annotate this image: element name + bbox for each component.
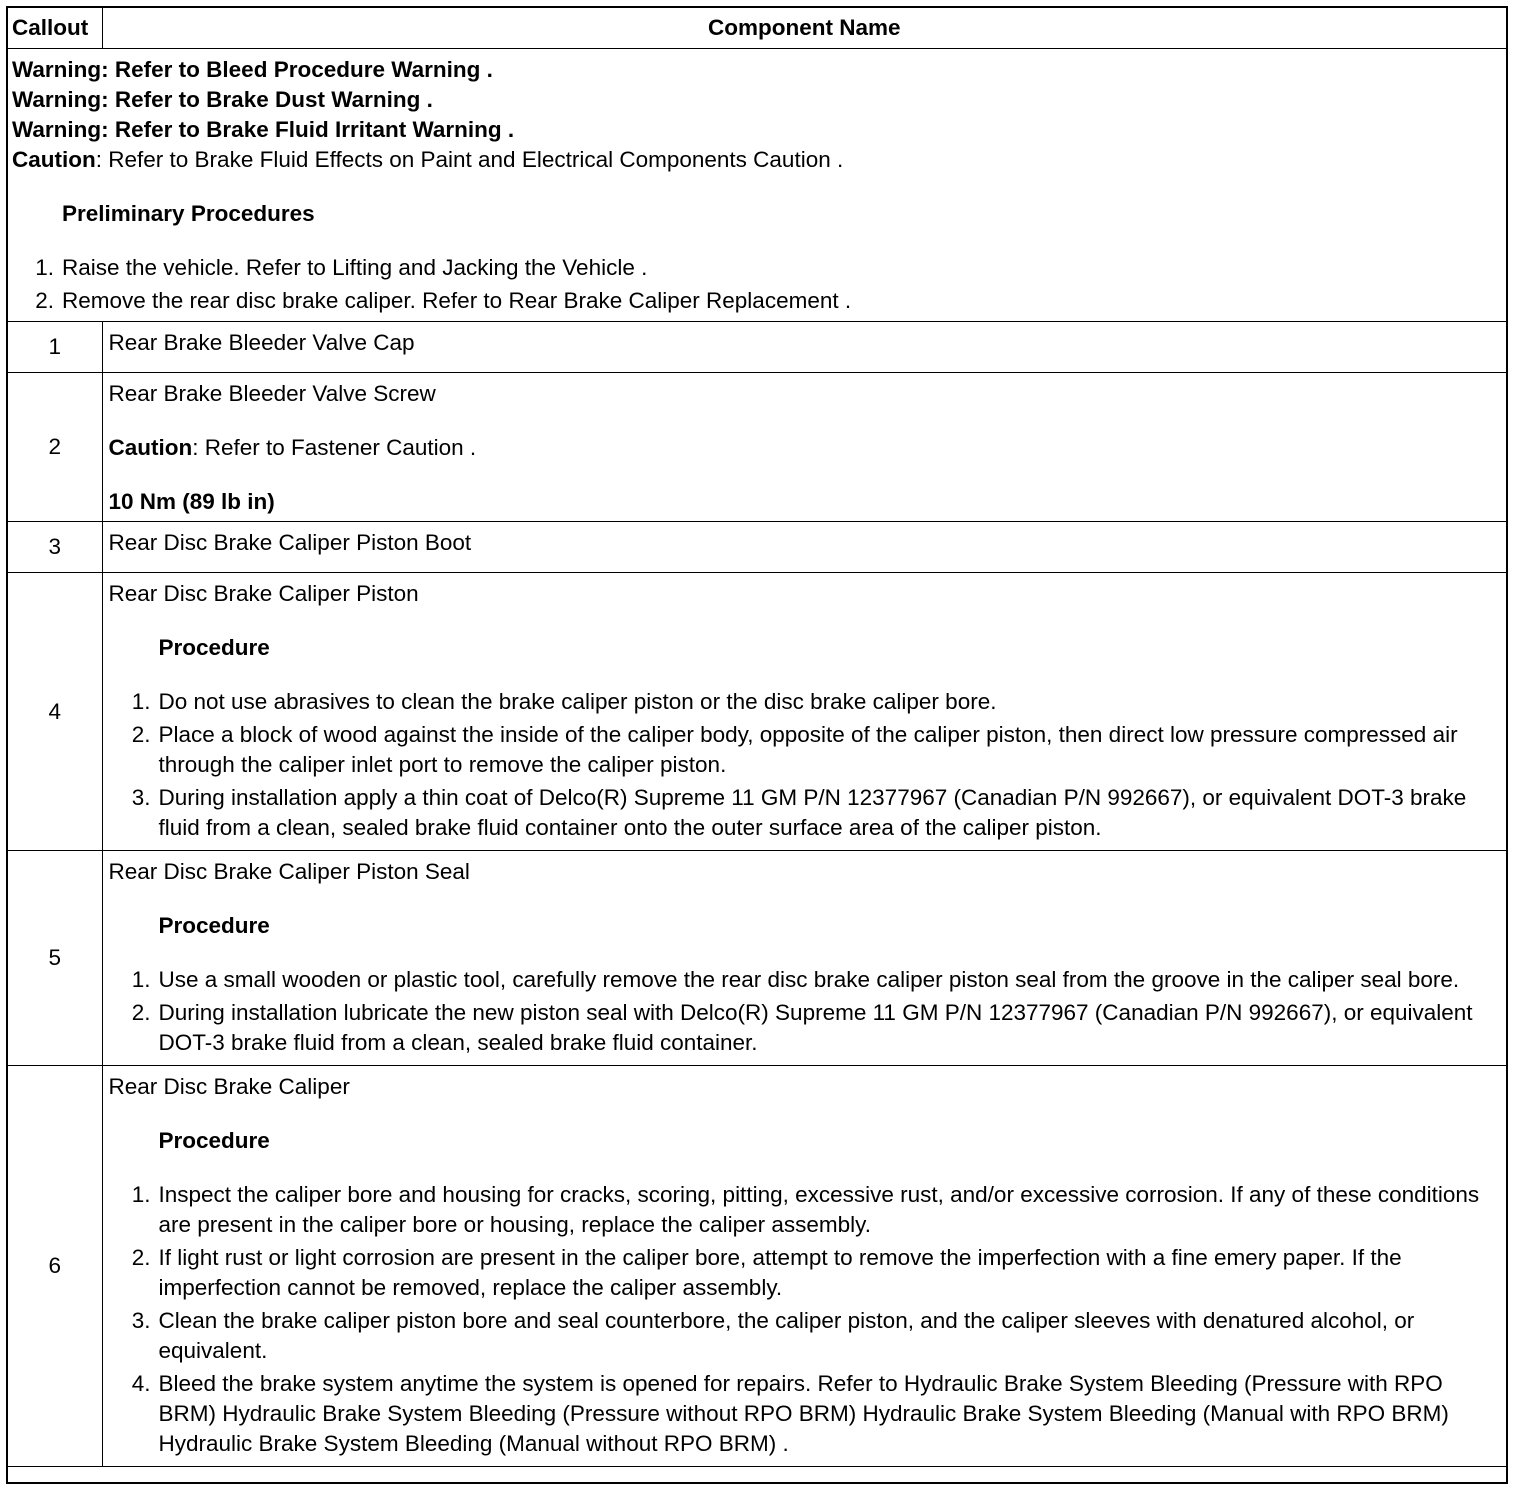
- callout-cell: 3: [8, 522, 102, 573]
- intro-cell: [8, 49, 1506, 322]
- component-column-header: Component Name: [102, 8, 1506, 49]
- warning-line: Warning: Refer to Brake Fluid Irritant Warning .: [12, 117, 515, 142]
- procedure-steps-list: [109, 687, 1503, 843]
- component-cell: Rear Disc Brake Caliper Piston Boot: [102, 522, 1506, 573]
- procedure-title: Procedure: [158, 635, 270, 660]
- warning-line: Warning: Refer to Bleed Procedure Warning .: [12, 57, 493, 82]
- caution-line: Caution: Refer to Brake Fluid Effects on Paint and Electrical Components Caution .: [12, 147, 844, 172]
- preliminary-steps-list: [12, 253, 1502, 316]
- list-item: 2. Place a block of wood against the inside of the caliper body, opposite of the caliper piston, then direct low pressure compressed air through the caliper inlet port to remove the caliper piston.: [131, 722, 1458, 777]
- list-item: 3. During installation apply a thin coat of Delco(R) Supreme 11 GM P/N 12377967 (Canadian P/N 992667), or equivalent DOT-3 brake fluid from a clean, sealed brake fluid container onto the outer surface area of the caliper piston.: [131, 785, 1467, 840]
- component-cell: [102, 573, 1506, 851]
- table-row: [8, 851, 1506, 1066]
- table-row: [8, 373, 1506, 522]
- callout-cell: 2: [8, 373, 102, 522]
- caution-line: Caution: Refer to Fastener Caution .: [108, 435, 477, 460]
- preliminary-procedures-title: Preliminary Procedures: [62, 201, 315, 226]
- callout-cell: 5: [8, 851, 102, 1066]
- table-row: [8, 322, 1506, 373]
- torque-spec: 10 Nm (89 lb in): [108, 489, 275, 514]
- component-table: [8, 8, 1506, 1467]
- procedure-title: Procedure: [158, 1128, 270, 1153]
- warning-line: Warning: Refer to Brake Dust Warning .: [12, 87, 433, 112]
- procedure-title: Procedure: [158, 913, 270, 938]
- list-item: 2. During installation lubricate the new piston seal with Delco(R) Supreme 11 GM P/N 12377967 (Canadian P/N 992667), or equivalent DOT-3 brake fluid from a clean, sealed brake fluid container.: [131, 1000, 1473, 1055]
- intro-row: [8, 49, 1506, 322]
- callout-cell: 6: [8, 1066, 102, 1467]
- table-header-row: [8, 8, 1506, 49]
- table-row: [8, 522, 1506, 573]
- component-cell: Rear Brake Bleeder Valve Cap: [102, 322, 1506, 373]
- list-item: 1. Inspect the caliper bore and housing for cracks, scoring, pitting, excessive rust, and/or excessive corrosion. If any of these conditions are present in the caliper bore or housing, replace the caliper assembly.: [131, 1182, 1480, 1237]
- component-name: Rear Brake Bleeder Valve Screw: [108, 381, 436, 406]
- list-item: 3. Clean the brake caliper piston bore and seal counterbore, the caliper piston, and the caliper sleeves with denatured alcohol, or equivalent.: [131, 1308, 1415, 1363]
- list-item: 2. Remove the rear disc brake caliper. Refer to Rear Brake Caliper Replacement .: [35, 288, 852, 313]
- procedure-steps-list: [109, 1180, 1503, 1459]
- list-item: 2. If light rust or light corrosion are present in the caliper bore, attempt to remove the imperfection with a fine emery paper. If the imperfection cannot be removed, replace the caliper assembly.: [131, 1245, 1402, 1300]
- callout-column-header: Callout: [8, 8, 102, 49]
- list-item: 1. Raise the vehicle. Refer to Lifting and Jacking the Vehicle .: [35, 255, 648, 280]
- list-item: 4. Bleed the brake system anytime the system is opened for repairs. Refer to Hydraulic Brake System Bleeding (Pressure with RPO BRM) Hydraulic Brake System Bleeding (Pressure without RPO BRM) Hydraulic Brake System Bleeding (Manual with RPO BRM) Hydraulic Brake System Bleeding (Manual without RPO BRM) .: [131, 1371, 1449, 1456]
- callout-cell: 1: [8, 322, 102, 373]
- table-row: [8, 573, 1506, 851]
- component-cell: [102, 1066, 1506, 1467]
- table-row: [8, 1066, 1506, 1467]
- component-name: Rear Disc Brake Caliper Piston: [108, 581, 419, 606]
- list-item: 1. Use a small wooden or plastic tool, carefully remove the rear disc brake caliper piston seal from the groove in the caliper seal bore.: [131, 967, 1460, 992]
- list-item: 1. Do not use abrasives to clean the brake caliper piston or the disc brake caliper bore.: [131, 689, 997, 714]
- procedure-steps-list: [109, 965, 1503, 1058]
- component-table-page: [6, 6, 1508, 1484]
- callout-cell: 4: [8, 573, 102, 851]
- component-name: Rear Disc Brake Caliper: [108, 1074, 350, 1099]
- component-name: Rear Disc Brake Caliper Piston Seal: [108, 859, 470, 884]
- component-cell: [102, 851, 1506, 1066]
- component-cell: [102, 373, 1506, 522]
